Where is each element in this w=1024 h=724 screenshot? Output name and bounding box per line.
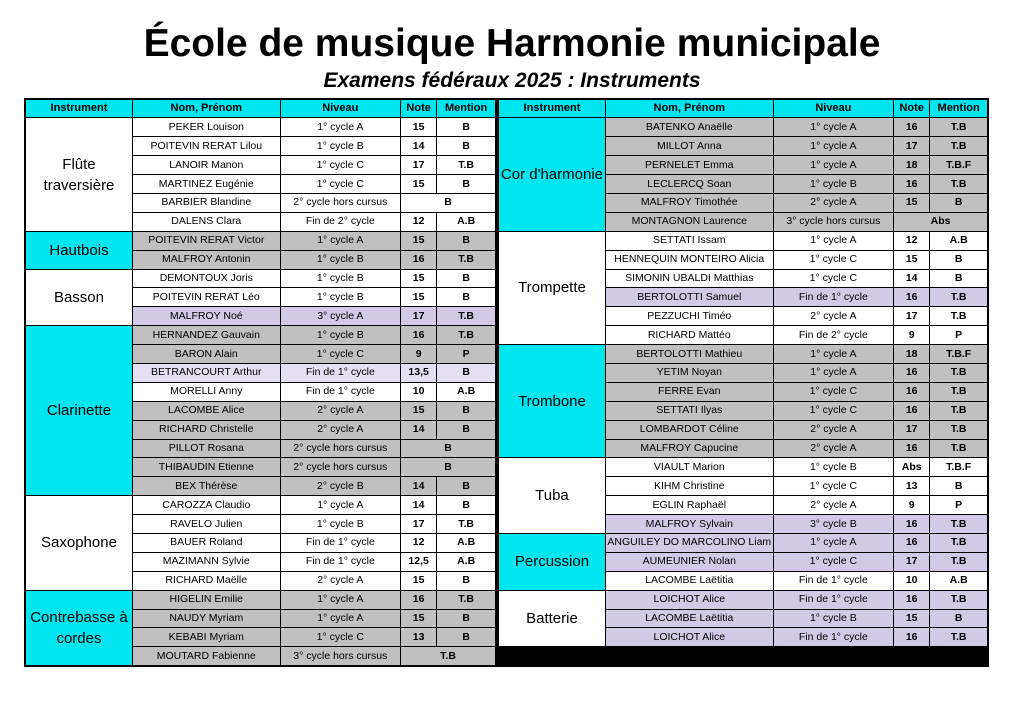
page-title: École de musique Harmonie municipale (143, 22, 881, 65)
note-cell: 10 (894, 571, 930, 590)
mention-cell: T.B (437, 156, 496, 175)
student-name: RICHARD Maëlle (132, 571, 280, 590)
mention-cell: A.B (437, 382, 496, 401)
table-row (498, 231, 988, 250)
level-cell: 2° cycle A (773, 496, 893, 515)
mention-cell: T.B (930, 590, 988, 609)
mention-cell: B (401, 193, 496, 212)
student-name: THIBAUDIN Etienne (132, 458, 280, 477)
student-name: BERTOLOTTI Mathieu (605, 345, 773, 364)
note-cell: 15 (894, 609, 930, 628)
instrument-cell: Batterie (498, 590, 605, 647)
mention-cell: Abs (894, 212, 988, 231)
header-level: Niveau (280, 99, 401, 118)
note-cell: 18 (894, 156, 930, 175)
student-name: AUMEUNIER Nolan (605, 552, 773, 571)
mention-cell: A.B (437, 533, 496, 552)
mention-cell: B (930, 477, 988, 496)
student-name: MILLOT Anna (605, 137, 773, 156)
mention-cell: T.B (930, 533, 988, 552)
level-cell: 1° cycle A (773, 137, 893, 156)
results-table-left (24, 98, 497, 667)
note-cell: 16 (894, 175, 930, 194)
level-cell: 1° cycle A (280, 496, 401, 515)
level-cell: 2° cycle hors cursus (280, 439, 401, 458)
instrument-cell: Hautbois (25, 231, 132, 269)
student-name: HERNANDEZ Gauvain (132, 326, 280, 345)
note-cell: 9 (894, 326, 930, 345)
student-name: ANGUILEY DO MARCOLINO Liam (605, 533, 773, 552)
mention-cell: T.B (930, 137, 988, 156)
level-cell: 1° cycle C (773, 401, 893, 420)
student-name: DEMONTOUX Joris (132, 269, 280, 288)
table-row (25, 590, 496, 609)
mention-cell: T.B (437, 307, 496, 326)
student-name: MALFROY Sylvain (605, 515, 773, 534)
student-name: LOICHOT Alice (605, 590, 773, 609)
level-cell: 1° cycle A (280, 590, 401, 609)
mention-cell: P (930, 496, 988, 515)
note-cell: 18 (894, 345, 930, 364)
instrument-cell: Flûte traversière (25, 118, 132, 231)
level-cell: 2° cycle hors cursus (280, 193, 401, 212)
level-cell: Fin de 1° cycle (280, 533, 401, 552)
note-cell: 15 (401, 118, 437, 137)
level-cell: 1° cycle A (280, 231, 401, 250)
mention-cell: B (437, 420, 496, 439)
student-name: DALENS Clara (132, 212, 280, 231)
student-name: MALFROY Capucine (605, 439, 773, 458)
note-cell: 16 (894, 401, 930, 420)
level-cell: 2° cycle A (773, 420, 893, 439)
mention-cell: P (437, 345, 496, 364)
note-cell: 15 (894, 250, 930, 269)
header-row (25, 99, 496, 118)
level-cell: 1° cycle A (773, 156, 893, 175)
level-cell: 1° cycle B (280, 288, 401, 307)
student-name: VIAULT Marion (605, 458, 773, 477)
note-cell: 17 (401, 307, 437, 326)
note-cell: Abs (894, 458, 930, 477)
student-name: MALFROY Noé (132, 307, 280, 326)
header-row (498, 99, 988, 118)
level-cell: 1° cycle A (773, 363, 893, 382)
note-cell: 9 (894, 496, 930, 515)
table-row (25, 496, 496, 515)
level-cell: 1° cycle A (280, 118, 401, 137)
level-cell: 1° cycle B (280, 515, 401, 534)
level-cell: Fin de 1° cycle (280, 382, 401, 401)
note-cell: 15 (401, 609, 437, 628)
header-mention: Mention (437, 99, 496, 118)
note-cell: 16 (894, 533, 930, 552)
note-cell: 17 (894, 420, 930, 439)
note-cell: 14 (894, 269, 930, 288)
student-name: RAVELO Julien (132, 515, 280, 534)
header-note: Note (401, 99, 437, 118)
level-cell: Fin de 1° cycle (773, 571, 893, 590)
student-name: RICHARD Christelle (132, 420, 280, 439)
note-cell: 16 (894, 628, 930, 647)
level-cell: 2° cycle B (280, 477, 401, 496)
level-cell: 1° cycle C (773, 269, 893, 288)
header-name: Nom, Prénom (605, 99, 773, 118)
note-cell: 15 (401, 231, 437, 250)
mention-cell: B (437, 175, 496, 194)
student-name: BEX Thérèse (132, 477, 280, 496)
mention-cell: B (437, 288, 496, 307)
mention-cell: T.B (437, 250, 496, 269)
student-name: HENNEQUIN MONTEIRO Alicia (605, 250, 773, 269)
mention-cell: T.B (437, 590, 496, 609)
student-name: BERTOLOTTI Samuel (605, 288, 773, 307)
student-name: LACOMBE Laëtitia (605, 571, 773, 590)
level-cell: 1° cycle C (280, 628, 401, 647)
level-cell: Fin de 2° cycle (773, 326, 893, 345)
table-row (25, 269, 496, 288)
note-cell: 13 (894, 477, 930, 496)
note-cell: 14 (401, 137, 437, 156)
instrument-cell: Cor d'harmonie (498, 118, 605, 231)
note-cell: 15 (894, 193, 930, 212)
mention-cell: B (437, 363, 496, 382)
mention-cell: B (930, 609, 988, 628)
instrument-cell: Contrebasse à cordes (25, 590, 132, 666)
level-cell: 1° cycle B (280, 326, 401, 345)
page-subtitle: Examens fédéraux 2025 : Instruments (323, 69, 701, 92)
table-row (498, 458, 988, 477)
mention-cell: B (437, 118, 496, 137)
mention-cell: T.B.F (930, 156, 988, 175)
note-cell: 15 (401, 571, 437, 590)
mention-cell: T.B (930, 363, 988, 382)
table-row (498, 118, 988, 137)
student-name: MALFROY Timothée (605, 193, 773, 212)
note-cell: 12,5 (401, 552, 437, 571)
mention-cell: T.B (401, 647, 496, 666)
level-cell: 2° cycle A (773, 193, 893, 212)
student-name: NAUDY Myriam (132, 609, 280, 628)
student-name: MORELLI Anny (132, 382, 280, 401)
mention-cell: B (437, 231, 496, 250)
mention-cell: B (437, 496, 496, 515)
student-name: SETTATI Issam (605, 231, 773, 250)
header-name: Nom, Prénom (132, 99, 280, 118)
student-name: FERRE Evan (605, 382, 773, 401)
note-cell: 15 (401, 288, 437, 307)
note-cell: 14 (401, 420, 437, 439)
level-cell: 1° cycle B (280, 269, 401, 288)
level-cell: 3° cycle B (773, 515, 893, 534)
note-cell: 16 (894, 288, 930, 307)
note-cell: 14 (401, 496, 437, 515)
note-cell: 13,5 (401, 363, 437, 382)
level-cell: 1° cycle B (773, 175, 893, 194)
student-name: SIMONIN UBALDI Matthias (605, 269, 773, 288)
student-name: PEZZUCHI Timéo (605, 307, 773, 326)
mention-cell: B (401, 439, 496, 458)
note-cell: 16 (894, 515, 930, 534)
student-name: LACOMBE Laëtitia (605, 609, 773, 628)
mention-cell: P (930, 326, 988, 345)
results-table-right (497, 98, 989, 667)
mention-cell: T.B (930, 515, 988, 534)
mention-cell: B (930, 193, 988, 212)
note-cell: 17 (401, 515, 437, 534)
student-name: EGLIN Raphaël (605, 496, 773, 515)
level-cell: Fin de 1° cycle (280, 363, 401, 382)
table-row (25, 231, 496, 250)
level-cell: 2° cycle A (280, 420, 401, 439)
note-cell: 16 (894, 118, 930, 137)
student-name: KIHM Christine (605, 477, 773, 496)
student-name: MONTAGNON Laurence (605, 212, 773, 231)
level-cell: 1° cycle B (280, 137, 401, 156)
note-cell: 14 (401, 477, 437, 496)
student-name: LANOIR Manon (132, 156, 280, 175)
level-cell: Fin de 1° cycle (773, 590, 893, 609)
note-cell: 10 (401, 382, 437, 401)
header-instrument: Instrument (25, 99, 132, 118)
note-cell: 15 (401, 269, 437, 288)
level-cell: 1° cycle A (280, 609, 401, 628)
mention-cell: T.B (437, 515, 496, 534)
mention-cell: B (437, 571, 496, 590)
level-cell: 1° cycle C (280, 175, 401, 194)
student-name: CAROZZA Claudio (132, 496, 280, 515)
mention-cell: A.B (437, 552, 496, 571)
level-cell: Fin de 1° cycle (773, 628, 893, 647)
student-name: PILLOT Rosana (132, 439, 280, 458)
mention-cell: B (401, 458, 496, 477)
note-cell: 17 (894, 307, 930, 326)
table-row (25, 118, 496, 137)
mention-cell: B (930, 269, 988, 288)
mention-cell: T.B (930, 288, 988, 307)
mention-cell: T.B (930, 420, 988, 439)
note-cell: 12 (401, 212, 437, 231)
note-cell: 16 (401, 326, 437, 345)
mention-cell: B (437, 609, 496, 628)
instrument-cell: Clarinette (25, 326, 132, 496)
header-mention: Mention (930, 99, 988, 118)
instrument-cell: Saxophone (25, 496, 132, 590)
mention-cell: T.B (437, 326, 496, 345)
note-cell: 17 (894, 552, 930, 571)
note-cell: 12 (894, 231, 930, 250)
mention-cell: B (930, 250, 988, 269)
level-cell: 2° cycle A (280, 571, 401, 590)
mention-cell: T.B (930, 118, 988, 137)
student-name: LOICHOT Alice (605, 628, 773, 647)
student-name: MALFROY Antonin (132, 250, 280, 269)
instrument-cell: Trompette (498, 231, 605, 344)
student-name: BARBIER Blandine (132, 193, 280, 212)
mention-cell: T.B (930, 628, 988, 647)
student-name: BATENKO Anaëlle (605, 118, 773, 137)
student-name: MOUTARD Fabienne (132, 647, 280, 666)
level-cell: 1° cycle C (280, 156, 401, 175)
mention-cell: A.B (930, 231, 988, 250)
mention-cell: B (437, 269, 496, 288)
student-name: PEKER Louison (132, 118, 280, 137)
note-cell: 9 (401, 345, 437, 364)
level-cell: 2° cycle A (773, 439, 893, 458)
student-name: MAZIMANN Sylvie (132, 552, 280, 571)
mention-cell: T.B (930, 307, 988, 326)
student-name: POITEVIN RERAT Lilou (132, 137, 280, 156)
table-row (498, 533, 988, 552)
student-name: RICHARD Mattéo (605, 326, 773, 345)
level-cell: 1° cycle C (773, 477, 893, 496)
student-name: LOMBARDOT Céline (605, 420, 773, 439)
student-name: KEBABI Myriam (132, 628, 280, 647)
mention-cell: T.B.F (930, 345, 988, 364)
mention-cell: T.B.F (930, 458, 988, 477)
mention-cell: B (437, 628, 496, 647)
level-cell: Fin de 2° cycle (280, 212, 401, 231)
level-cell: 2° cycle A (773, 307, 893, 326)
table-row (25, 326, 496, 345)
level-cell: 1° cycle C (773, 250, 893, 269)
note-cell: 15 (401, 401, 437, 420)
level-cell: 1° cycle B (773, 609, 893, 628)
student-name: BETRANCOURT Arthur (132, 363, 280, 382)
note-cell: 16 (894, 382, 930, 401)
mention-cell: B (437, 477, 496, 496)
level-cell: 3° cycle A (280, 307, 401, 326)
student-name: POITEVIN RERAT Victor (132, 231, 280, 250)
level-cell: 2° cycle hors cursus (280, 458, 401, 477)
mention-cell: B (437, 401, 496, 420)
note-cell: 16 (894, 439, 930, 458)
mention-cell: A.B (437, 212, 496, 231)
note-cell: 17 (894, 137, 930, 156)
note-cell: 16 (894, 363, 930, 382)
header-level: Niveau (773, 99, 893, 118)
level-cell: 1° cycle C (773, 552, 893, 571)
level-cell: 1° cycle C (280, 345, 401, 364)
mention-cell: T.B (930, 382, 988, 401)
student-name: MARTINEZ Eugénie (132, 175, 280, 194)
table-row (498, 345, 988, 364)
student-name: LECLERCQ Soan (605, 175, 773, 194)
instrument-cell: Percussion (498, 533, 605, 590)
level-cell: 1° cycle A (773, 118, 893, 137)
student-name: HIGELIN Emilie (132, 590, 280, 609)
level-cell: Fin de 1° cycle (773, 288, 893, 307)
note-cell: 15 (401, 175, 437, 194)
mention-cell: T.B (930, 439, 988, 458)
mention-cell: B (437, 137, 496, 156)
header-instrument: Instrument (498, 99, 605, 118)
note-cell: 12 (401, 533, 437, 552)
mention-cell: T.B (930, 175, 988, 194)
filler-row (498, 647, 988, 666)
note-cell: 16 (401, 250, 437, 269)
mention-cell: A.B (930, 571, 988, 590)
level-cell: 1° cycle C (773, 382, 893, 401)
note-cell: 13 (401, 628, 437, 647)
instrument-cell: Trombone (498, 345, 605, 458)
level-cell: 1° cycle A (773, 231, 893, 250)
note-cell: 16 (894, 590, 930, 609)
student-name: YETIM Noyan (605, 363, 773, 382)
level-cell: Fin de 1° cycle (280, 552, 401, 571)
note-cell: 17 (401, 156, 437, 175)
filler-cell (498, 647, 988, 666)
student-name: POITEVIN RERAT Léo (132, 288, 280, 307)
level-cell: 1° cycle A (773, 533, 893, 552)
student-name: LACOMBE Alice (132, 401, 280, 420)
student-name: PERNELET Emma (605, 156, 773, 175)
student-name: BAUER Roland (132, 533, 280, 552)
level-cell: 1° cycle B (773, 458, 893, 477)
level-cell: 3° cycle hors cursus (280, 647, 401, 666)
student-name: SETTATI Ilyas (605, 401, 773, 420)
level-cell: 1° cycle B (280, 250, 401, 269)
table-row (498, 590, 988, 609)
mention-cell: T.B (930, 552, 988, 571)
level-cell: 3° cycle hors cursus (773, 212, 893, 231)
student-name: BARON Alain (132, 345, 280, 364)
mention-cell: T.B (930, 401, 988, 420)
instrument-cell: Tuba (498, 458, 605, 534)
note-cell: 16 (401, 590, 437, 609)
level-cell: 2° cycle A (280, 401, 401, 420)
header-note: Note (894, 99, 930, 118)
level-cell: 1° cycle A (773, 345, 893, 364)
instrument-cell: Basson (25, 269, 132, 326)
